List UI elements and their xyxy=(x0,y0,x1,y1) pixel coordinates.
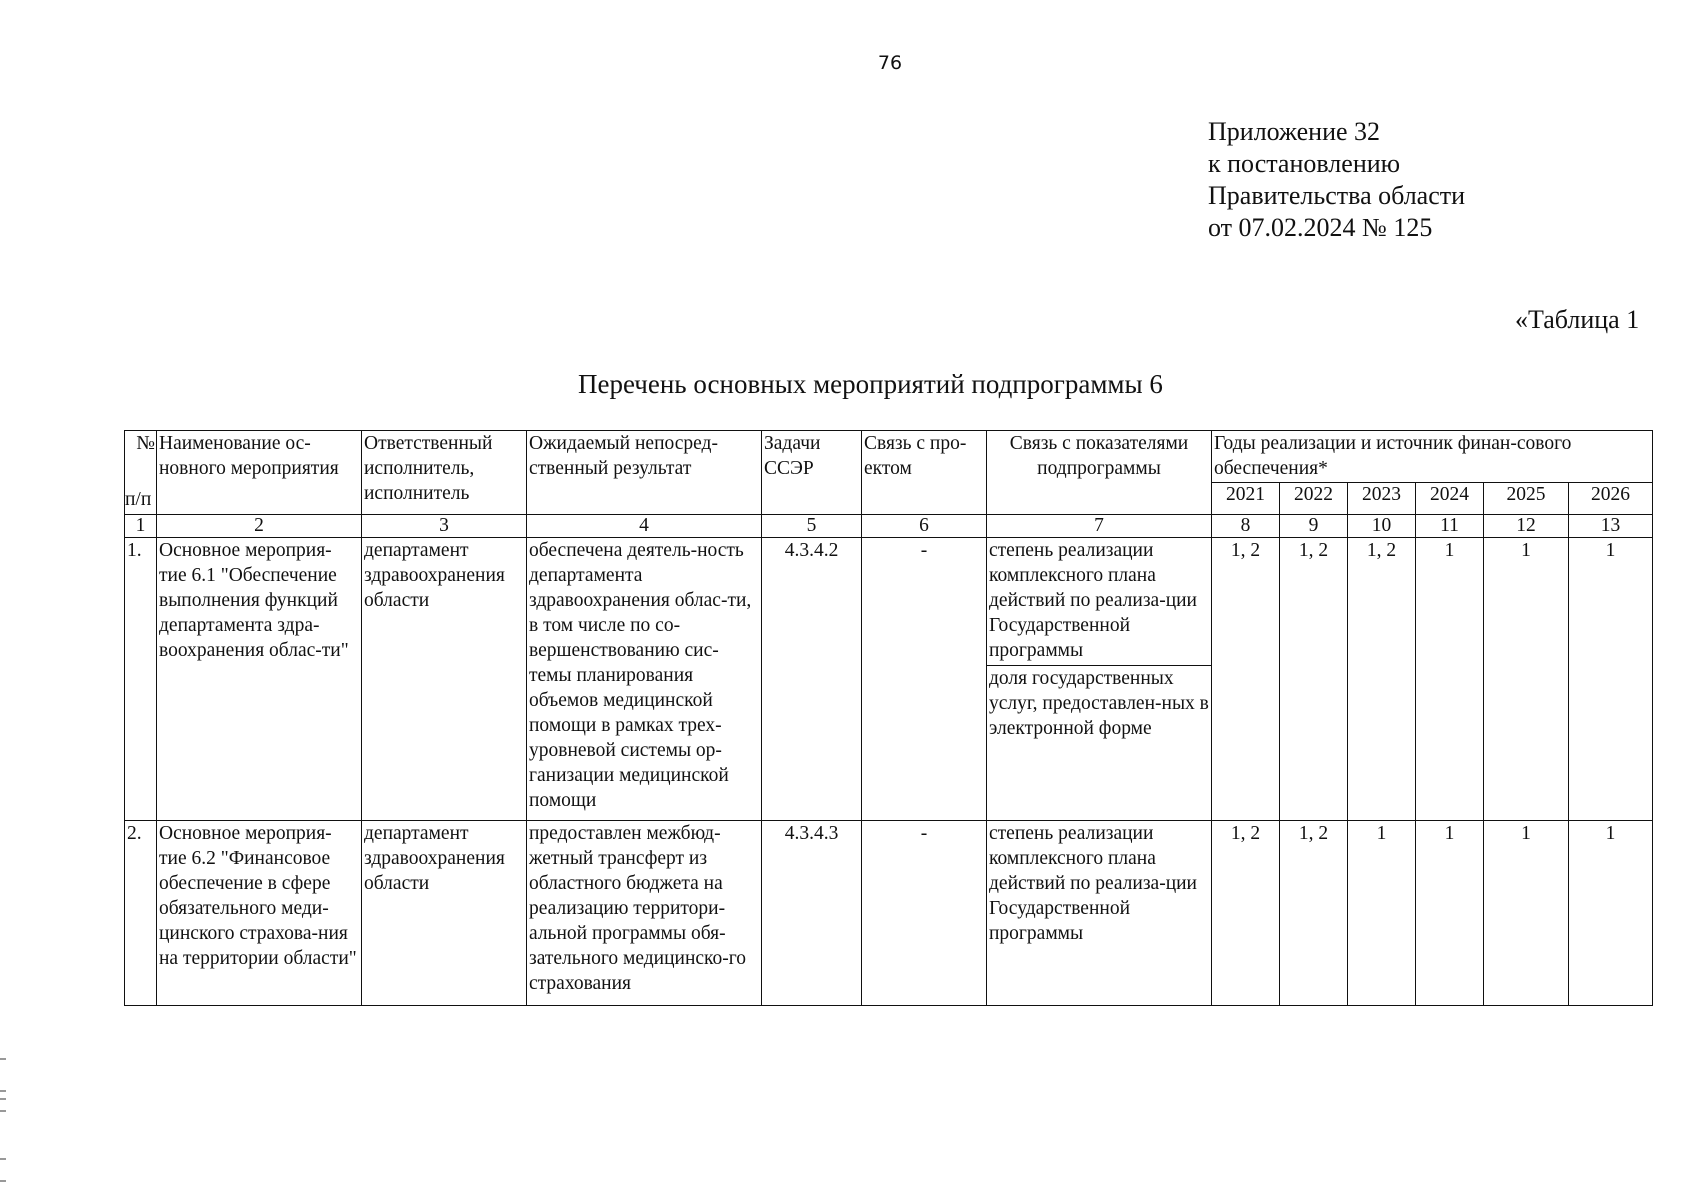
row-year-value: 1 xyxy=(1569,821,1653,1006)
row-year-value: 1 xyxy=(1484,821,1569,1006)
row-year-value: 1 xyxy=(1416,821,1484,1006)
column-number: 12 xyxy=(1484,515,1569,538)
column-number: 8 xyxy=(1212,515,1280,538)
appendix-line: от 07.02.2024 № 125 xyxy=(1208,213,1433,242)
row-year-value: 1 xyxy=(1416,538,1484,821)
header-years-group: Годы реализации и источник финан-сового обеспечения* xyxy=(1212,431,1653,483)
row-name: Основное мероприя-тие 6.2 "Финансовое обеспечение в сфере обязательного меди-цинского страхова-ния на территории области" xyxy=(157,821,362,1006)
header-year: 2023 xyxy=(1348,483,1416,515)
header-year: 2025 xyxy=(1484,483,1569,515)
column-number: 10 xyxy=(1348,515,1416,538)
row-project: - xyxy=(862,538,987,821)
header-indicators: Связь с показателями подпрограммы xyxy=(987,431,1212,515)
column-number: 6 xyxy=(862,515,987,538)
page-number: 76 xyxy=(877,52,903,74)
row-result: предоставлен межбюд-жетный трансферт из областного бюджета на реализацию территори-альной программы обя-зательного медицинско-го страхования xyxy=(527,821,762,1006)
scan-mark xyxy=(0,1058,6,1060)
row-indicator: степень реализации комплексного плана действий по реализа-ции Государственной программы xyxy=(987,538,1212,666)
row-tasks: 4.3.4.2 xyxy=(762,538,862,821)
row-year-value: 1, 2 xyxy=(1280,538,1348,821)
scan-mark xyxy=(0,1158,6,1160)
header-project: Связь с про-ектом xyxy=(862,431,987,515)
header-num-bottom: п/п xyxy=(125,489,152,510)
header-tasks: Задачи ССЭР xyxy=(762,431,862,515)
header-name: Наименование ос-новного мероприятия xyxy=(157,431,362,515)
header-year: 2024 xyxy=(1416,483,1484,515)
row-number: 1. xyxy=(125,538,157,821)
scan-mark xyxy=(0,1090,6,1092)
document-title: Перечень основных мероприятий подпрограммы 6 xyxy=(578,369,1163,399)
column-number: 2 xyxy=(157,515,362,538)
header-num-top: № xyxy=(136,433,155,454)
table-reference: «Таблица 1 xyxy=(1515,305,1640,334)
column-number: 9 xyxy=(1280,515,1348,538)
row-year-value: 1, 2 xyxy=(1212,821,1280,1006)
row-indicator: доля государственных услуг, предоставлен-ных в электронной форме xyxy=(987,666,1212,821)
column-number: 1 xyxy=(125,515,157,538)
column-number: 7 xyxy=(987,515,1212,538)
header-year: 2021 xyxy=(1212,483,1280,515)
row-executor: департамент здравоохранения области xyxy=(362,821,527,1006)
row-number: 2. xyxy=(125,821,157,1006)
column-number: 5 xyxy=(762,515,862,538)
table-row xyxy=(125,538,1653,666)
table-row xyxy=(125,821,1653,1006)
row-year-value: 1, 2 xyxy=(1348,538,1416,821)
header-year: 2022 xyxy=(1280,483,1348,515)
header-executor: Ответственный исполнитель, исполнитель xyxy=(362,431,527,515)
appendix-block xyxy=(1208,116,1465,244)
row-executor: департамент здравоохранения области xyxy=(362,538,527,821)
column-number: 13 xyxy=(1569,515,1653,538)
appendix-line: к постановлению xyxy=(1208,149,1401,178)
row-tasks: 4.3.4.3 xyxy=(762,821,862,1006)
row-result: обеспечена деятель-ность департамента здравоохранения облас-ти, в том числе по со-вершенствованию сис-темы планирования объемов медицинской помощи в рамках трех-уровневой системы ор-ганизации медицинской помощи xyxy=(527,538,762,821)
row-year-value: 1 xyxy=(1348,821,1416,1006)
scan-mark xyxy=(0,1180,6,1182)
row-indicator: степень реализации комплексного плана действий по реализа-ции Государственной программы xyxy=(987,821,1212,1006)
measures-table xyxy=(124,430,1653,1006)
appendix-line: Правительства области xyxy=(1208,181,1466,210)
row-year-value: 1, 2 xyxy=(1280,821,1348,1006)
header-num xyxy=(125,431,157,515)
header-year: 2026 xyxy=(1569,483,1653,515)
row-year-value: 1, 2 xyxy=(1212,538,1280,821)
header-row xyxy=(125,431,1653,483)
header-result: Ожидаемый непосред-ственный результат xyxy=(527,431,762,515)
row-name: Основное мероприя-тие 6.1 "Обеспечение выполнения функций департамента здра-воохранения облас-ти" xyxy=(157,538,362,821)
row-project: - xyxy=(862,821,987,1006)
appendix-line: Приложение 32 xyxy=(1208,117,1381,146)
scan-mark xyxy=(0,1110,6,1112)
column-number: 4 xyxy=(527,515,762,538)
scan-mark xyxy=(0,1098,6,1100)
row-year-value: 1 xyxy=(1484,538,1569,821)
column-number: 3 xyxy=(362,515,527,538)
column-number-row xyxy=(125,515,1653,538)
row-year-value: 1 xyxy=(1569,538,1653,821)
column-number: 11 xyxy=(1416,515,1484,538)
